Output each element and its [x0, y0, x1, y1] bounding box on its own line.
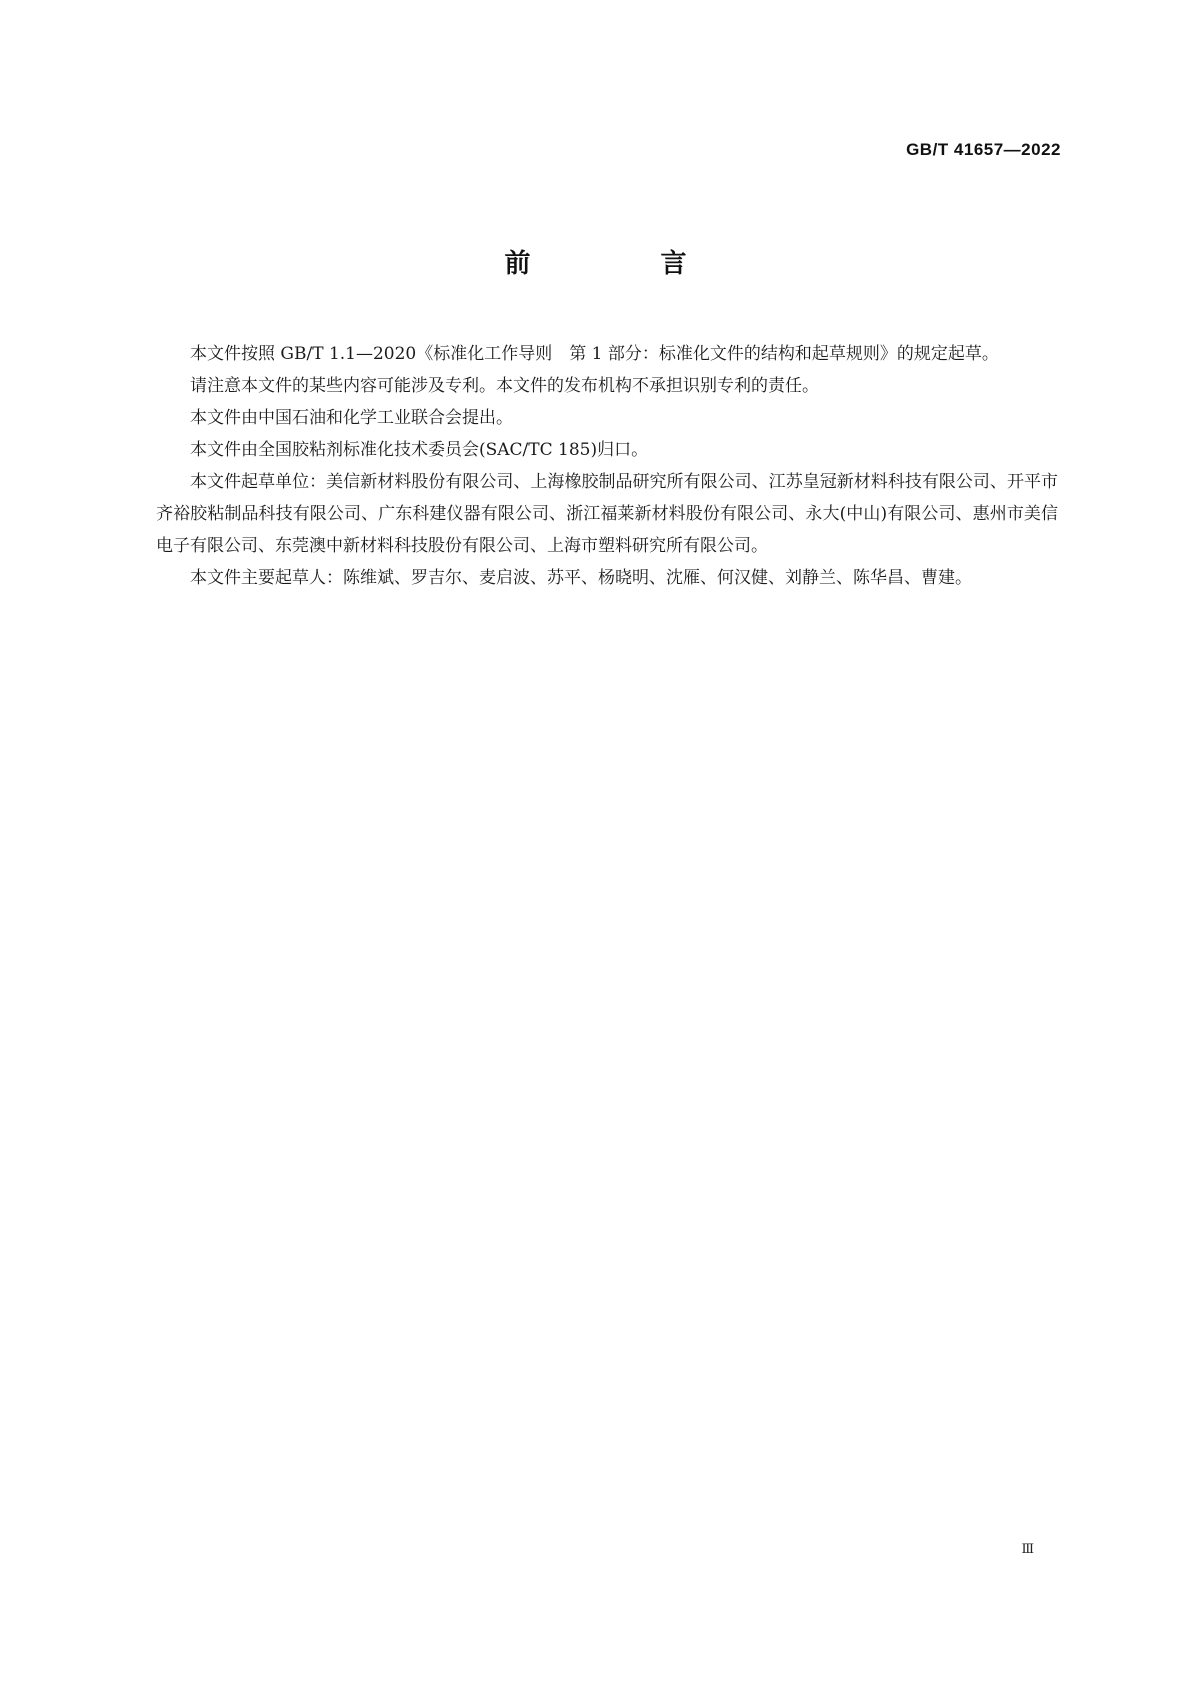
paragraph-proposed-by: 本文件由中国石油和化学工业联合会提出。 [190, 408, 513, 428]
paragraph-patent-notice: 请注意本文件的某些内容可能涉及专利。本文件的发布机构不承担识别专利的责任。 [190, 376, 819, 396]
paragraph-drafting-rules: 本文件按照 GB/T 1.1—2020《标准化工作导则 第 1 部分：标准化文件的结构和起草规则》的规定起草。 [190, 344, 999, 364]
paragraph-drafting-units: 本文件起草单位：美信新材料股份有限公司、上海橡胶制品研究所有限公司、江苏皇冠新材料科技有限公司、开平市齐裕胶粘制品科技有限公司、广东科建仪器有限公司、浙江福莱新材料股份有限公司、永大(中山)有限公司、惠州市美信电子有限公司、东莞澳中新材料科技股份有限公司、上海市塑料研究所有限公司。 [156, 472, 1058, 556]
page-title: 前 言 [504, 249, 739, 279]
foreword-body [156, 338, 1058, 594]
paragraph-drafters: 本文件主要起草人：陈维斌、罗吉尔、麦启波、苏平、杨晓明、沈雁、何汉健、刘静兰、陈华昌、曹建。 [190, 568, 972, 588]
standard-code: GB/T 41657—2022 [906, 140, 1061, 159]
paragraph-under-jurisdiction: 本文件由全国胶粘剂标准化技术委员会(SAC/TC 185)归口。 [190, 440, 649, 460]
page-number: Ⅲ [1021, 1542, 1034, 1557]
